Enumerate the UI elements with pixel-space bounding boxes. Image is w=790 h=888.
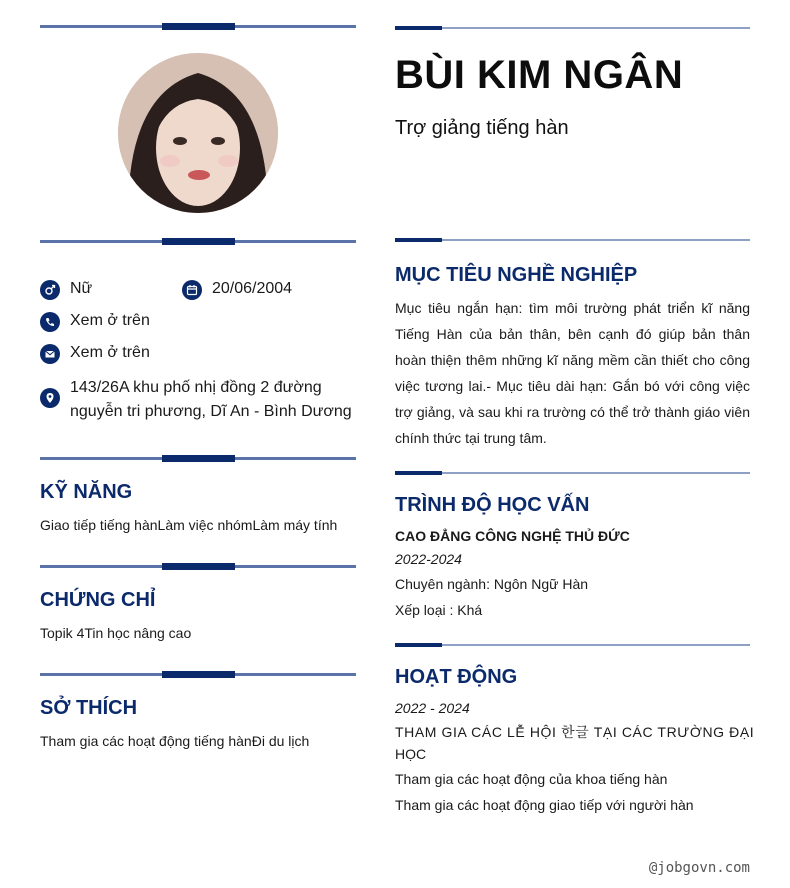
dob-text: 20/06/2004 (212, 280, 293, 297)
activity-item-2: Tham gia các hoạt động của khoa tiếng hàn (395, 771, 668, 787)
avatar (118, 53, 278, 213)
gender-row (40, 280, 92, 300)
divider-top-left (40, 25, 356, 28)
candidate-title: Trợ giảng tiếng hàn (395, 117, 569, 139)
certificates-text: Topik 4Tin học nâng cao (40, 625, 192, 641)
location-pin-icon (40, 388, 60, 408)
address-row (40, 376, 352, 424)
watermark: @jobgovn.com (648, 860, 750, 876)
activity-item-1-line-1: THAM GIA CÁC LỄ HỘI 한글 TẠI CÁC TRƯỜNG ĐẠI (395, 724, 755, 740)
gender-text: Nữ (70, 280, 93, 297)
divider-objective (395, 239, 750, 241)
phone-icon (40, 312, 60, 332)
divider-certificates (40, 565, 356, 568)
education-school: CAO ĐẲNG CÔNG NGHỆ THỦ ĐỨC (395, 528, 630, 544)
skills-heading: KỸ NĂNG (40, 481, 133, 503)
objective-heading: MỤC TIÊU NGHỀ NGHIỆP (395, 264, 638, 286)
phone-row (40, 312, 150, 332)
calendar-icon (182, 280, 202, 300)
email-icon (40, 344, 60, 364)
activities-heading: HOẠT ĐỘNG (395, 666, 518, 688)
divider-activities (395, 644, 750, 646)
candidate-name: BÙI KIM NGÂN (395, 53, 684, 97)
education-period: 2022-2024 (395, 551, 462, 567)
activities-period: 2022 - 2024 (395, 700, 470, 716)
address-line-1: 143/26A khu phố nhị đồng 2 đường (70, 379, 322, 396)
objective-text: Mục tiêu ngắn hạn: tìm môi trường phát triển kĩ năng Tiếng Hàn của bản thân, bên cạnh đó giúp bản thân hoàn thiện thêm những kĩ năng mềm cần thiết cho công việc tương lai.- Mục tiêu dài hạn: Gắn bó với công việc trợ giảng, và sau khi ra trường có thể trở thành giáo viên chính thức tại trung tâm. (395, 300, 750, 446)
education-heading: TRÌNH ĐỘ HỌC VẤN (395, 494, 590, 516)
email-text: Xem ở trên (70, 344, 150, 361)
divider-education (395, 472, 750, 474)
dob-row (182, 280, 292, 300)
skills-text: Giao tiếp tiếng hànLàm việc nhómLàm máy tính (40, 517, 338, 533)
education-major: Chuyên ngành: Ngôn Ngữ Hàn (395, 576, 589, 592)
profile-photo (118, 53, 278, 213)
address-text (70, 376, 352, 424)
hobbies-text: Tham gia các hoạt động tiếng hànĐi du lịch (40, 733, 310, 749)
hobbies-heading: SỞ THÍCH (40, 697, 138, 719)
activity-item-1-line-2: HỌC (395, 746, 427, 762)
certificates-heading: CHỨNG CHỈ (40, 589, 156, 611)
address-line-2: nguyễn tri phương, Dĩ An - Bình Dương (70, 403, 352, 420)
activity-item-3: Tham gia các hoạt động giao tiếp với người hàn (395, 797, 694, 813)
gender-icon (40, 280, 60, 300)
divider-skills (40, 457, 356, 460)
divider-top-right (395, 27, 750, 29)
phone-text: Xem ở trên (70, 312, 150, 329)
education-grade: Xếp loại : Khá (395, 602, 483, 618)
email-row (40, 344, 150, 364)
divider-hobbies (40, 673, 356, 676)
divider-contact (40, 240, 356, 243)
